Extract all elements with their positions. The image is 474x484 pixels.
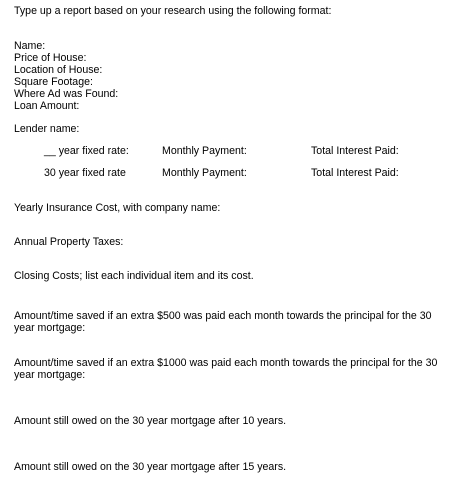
extra-1000-label: Amount/time saved if an extra $1000 was paid each month towards the principal for the 30 year mortgage: [14, 357, 438, 381]
property-taxes-label: Annual Property Taxes: [14, 236, 124, 248]
insurance-label: Yearly Insurance Cost, with company name: [14, 202, 221, 214]
field-square-footage-label: Square Footage: [14, 76, 93, 88]
field-loan-amount-label: Loan Amount: [14, 100, 80, 112]
extra-500-label: Amount/time saved if an extra $500 was paid each month towards the principal for the 30 year mortgage: [14, 310, 432, 334]
monthly-payment-label: Monthly Payment: [162, 145, 247, 157]
rate-label-30-year: 30 year fixed rate [44, 167, 126, 179]
field-location-label: Location of House: [14, 64, 103, 76]
lender-label: Lender name: [14, 123, 80, 135]
owed-15-years-label: Amount still owed on the 30 year mortgage after 15 years. [14, 461, 287, 473]
closing-costs-label: Closing Costs; list each individual item and its cost. [14, 270, 254, 282]
field-price-label: Price of House: [14, 52, 87, 64]
rate-label-blank: __ year fixed rate: [44, 145, 129, 157]
monthly-payment-label: Monthly Payment: [162, 167, 247, 179]
field-ad-source-label: Where Ad was Found: [14, 88, 119, 100]
owed-10-years-label: Amount still owed on the 30 year mortgage after 10 years. [14, 415, 287, 427]
field-name-label: Name: [14, 40, 46, 52]
total-interest-label: Total Interest Paid: [311, 167, 399, 179]
total-interest-label: Total Interest Paid: [311, 145, 399, 157]
intro-text: Type up a report based on your research using the following format: [14, 5, 332, 17]
